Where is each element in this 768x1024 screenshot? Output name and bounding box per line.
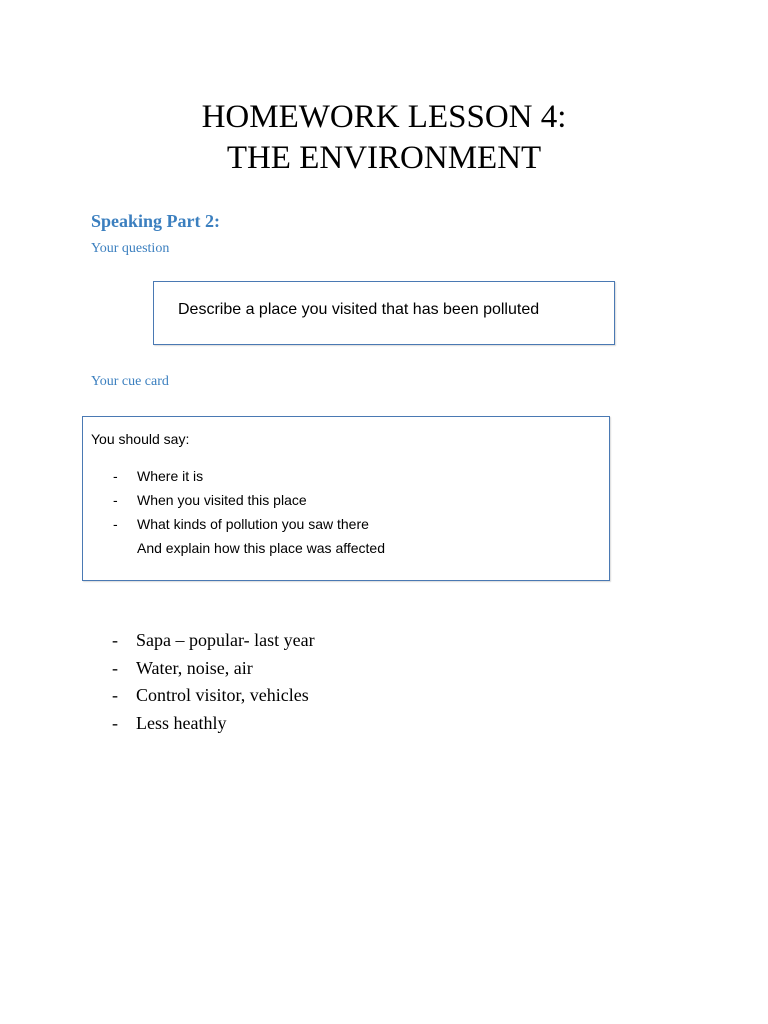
cue-item: - When you visited this place <box>113 488 369 512</box>
dash-bullet: - <box>112 630 118 650</box>
dash-bullet: - <box>113 516 118 532</box>
section-heading-speaking: Speaking Part 2: <box>91 211 221 231</box>
note-item: - Less heathly <box>112 710 315 738</box>
title-line-1: HOMEWORK LESSON 4: <box>201 99 567 135</box>
dash-bullet: - <box>112 657 118 678</box>
title-line-2: THE ENVIRONMENT <box>226 140 542 176</box>
dash-bullet: - <box>113 492 118 508</box>
dash-bullet: - <box>112 712 118 733</box>
question-label: Your question <box>91 241 170 256</box>
note-item: - Sapa – popular- last year <box>112 627 315 655</box>
cue-card-box <box>82 416 610 581</box>
cue-item: - What kinds of pollution you saw there <box>113 512 369 536</box>
question-box <box>153 281 615 345</box>
dash-bullet: - <box>112 685 118 705</box>
question-text: Describe a place you visited that has been polluted <box>178 301 540 318</box>
cue-explain: And explain how this place was affected <box>137 540 386 556</box>
cue-card-label: Your cue card <box>91 374 169 389</box>
note-item: - Water, noise, air <box>112 655 315 683</box>
cue-list <box>113 464 369 536</box>
dash-bullet: - <box>113 468 118 484</box>
notes-list <box>112 627 315 737</box>
note-item: - Control visitor, vehicles <box>112 682 315 710</box>
cue-item: - Where it is <box>113 464 369 488</box>
cue-lead: You should say: <box>91 431 190 447</box>
